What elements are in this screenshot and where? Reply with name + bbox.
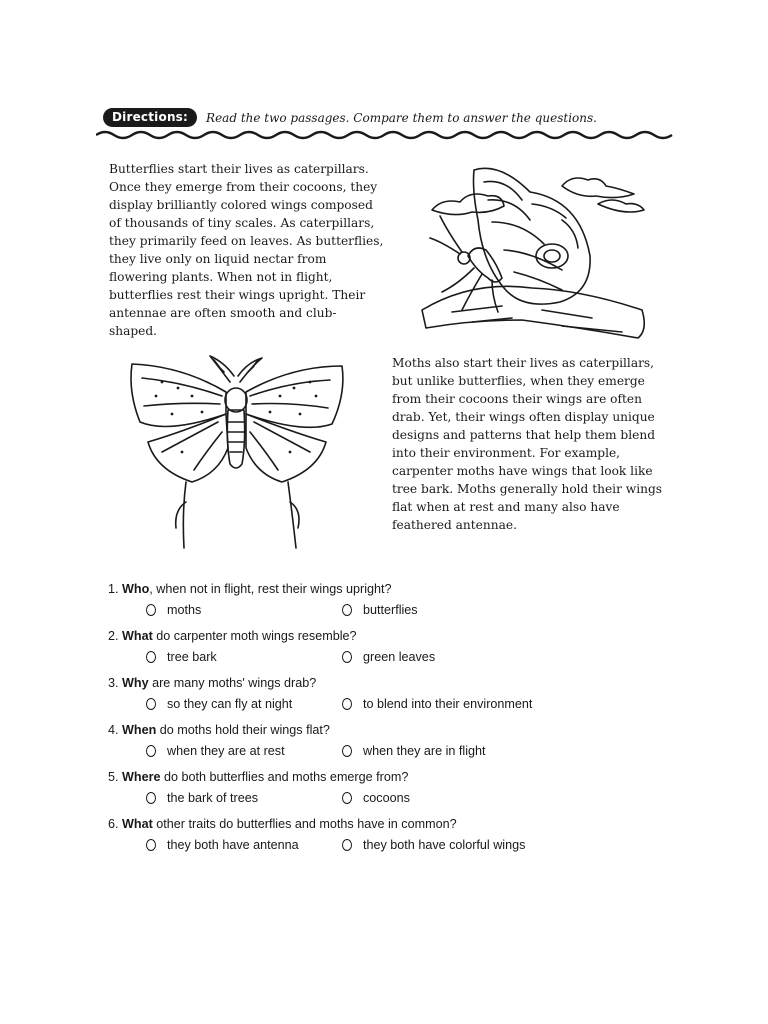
directions-badge: Directions: <box>103 108 197 127</box>
moth-passage: Moths also start their lives as caterpillars, but unlike butterflies, when they emerge from their cocoons their wings are often drab. Yet, their wings often display unique designs and patterns that help them blend into their environment. For example, carpenter moths have wings that look like tree bark. Moths generally hold their wings flat when at rest and many also have feathered antennae. <box>392 356 663 532</box>
radio-bubble-icon[interactable] <box>342 792 352 804</box>
question-keyword: What <box>122 629 153 643</box>
question-5 <box>108 768 668 807</box>
question-keyword: Why <box>122 676 149 690</box>
directions-text: Read the two passages. Compare them to answer the questions. <box>206 110 597 125</box>
radio-bubble-icon[interactable] <box>146 698 156 710</box>
question-4 <box>108 721 668 760</box>
question-6 <box>108 815 668 854</box>
radio-bubble-icon[interactable] <box>146 745 156 757</box>
question-number: 6. <box>108 817 119 831</box>
answer-option[interactable]: cocoons <box>342 789 602 807</box>
answer-option[interactable]: when they are in flight <box>342 742 602 760</box>
radio-bubble-icon[interactable] <box>342 651 352 663</box>
answer-option[interactable]: tree bark <box>146 648 342 666</box>
question-number: 3. <box>108 676 119 690</box>
question-3 <box>108 674 668 713</box>
answer-option[interactable]: moths <box>146 601 342 619</box>
radio-bubble-icon[interactable] <box>146 604 156 616</box>
question-text: , when not in flight, rest their wings upright? <box>149 582 392 596</box>
question-keyword: What <box>122 817 153 831</box>
radio-bubble-icon[interactable] <box>342 745 352 757</box>
question-text: are many moths' wings drab? <box>148 676 317 690</box>
question-number: 4. <box>108 723 119 737</box>
question-list <box>108 580 668 862</box>
radio-bubble-icon[interactable] <box>342 839 352 851</box>
directions-header <box>103 108 597 127</box>
question-keyword: When <box>122 723 157 737</box>
moth-on-branch-illustration <box>122 352 350 552</box>
question-text: do moths hold their wings flat? <box>156 723 330 737</box>
question-keyword: Where <box>122 770 161 784</box>
answer-option[interactable]: they both have antenna <box>146 836 342 854</box>
radio-bubble-icon[interactable] <box>146 839 156 851</box>
answer-option[interactable]: green leaves <box>342 648 602 666</box>
radio-bubble-icon[interactable] <box>146 651 156 663</box>
butterfly-resting-illustration <box>412 160 662 345</box>
answer-option[interactable]: butterflies <box>342 601 602 619</box>
radio-bubble-icon[interactable] <box>342 698 352 710</box>
question-text: other traits do butterflies and moths have in common? <box>152 817 457 831</box>
answer-option[interactable]: they both have colorful wings <box>342 836 602 854</box>
question-number: 5. <box>108 770 119 784</box>
question-number: 1. <box>108 582 119 596</box>
question-2 <box>108 627 668 666</box>
wavy-divider <box>96 128 680 142</box>
answer-option[interactable]: so they can fly at night <box>146 695 342 713</box>
radio-bubble-icon[interactable] <box>146 792 156 804</box>
answer-option[interactable]: to blend into their environment <box>342 695 602 713</box>
answer-option[interactable]: the bark of trees <box>146 789 342 807</box>
question-keyword: Who <box>122 582 150 596</box>
question-1 <box>108 580 668 619</box>
radio-bubble-icon[interactable] <box>342 604 352 616</box>
question-number: 2. <box>108 629 119 643</box>
butterfly-passage: Butterflies start their lives as caterpillars. Once they emerge from their cocoons, they display brilliantly colored wings composed of thousands of tiny scales. As caterpillars, they primarily feed on leaves. As butterflies, they live only on liquid nectar from flowering plants. When not in flight, butterflies rest their wings upright. Their antennae are often smooth and club-shaped. <box>109 162 384 338</box>
question-text: do carpenter moth wings resemble? <box>152 629 357 643</box>
answer-option[interactable]: when they are at rest <box>146 742 342 760</box>
question-text: do both butterflies and moths emerge from? <box>160 770 409 784</box>
